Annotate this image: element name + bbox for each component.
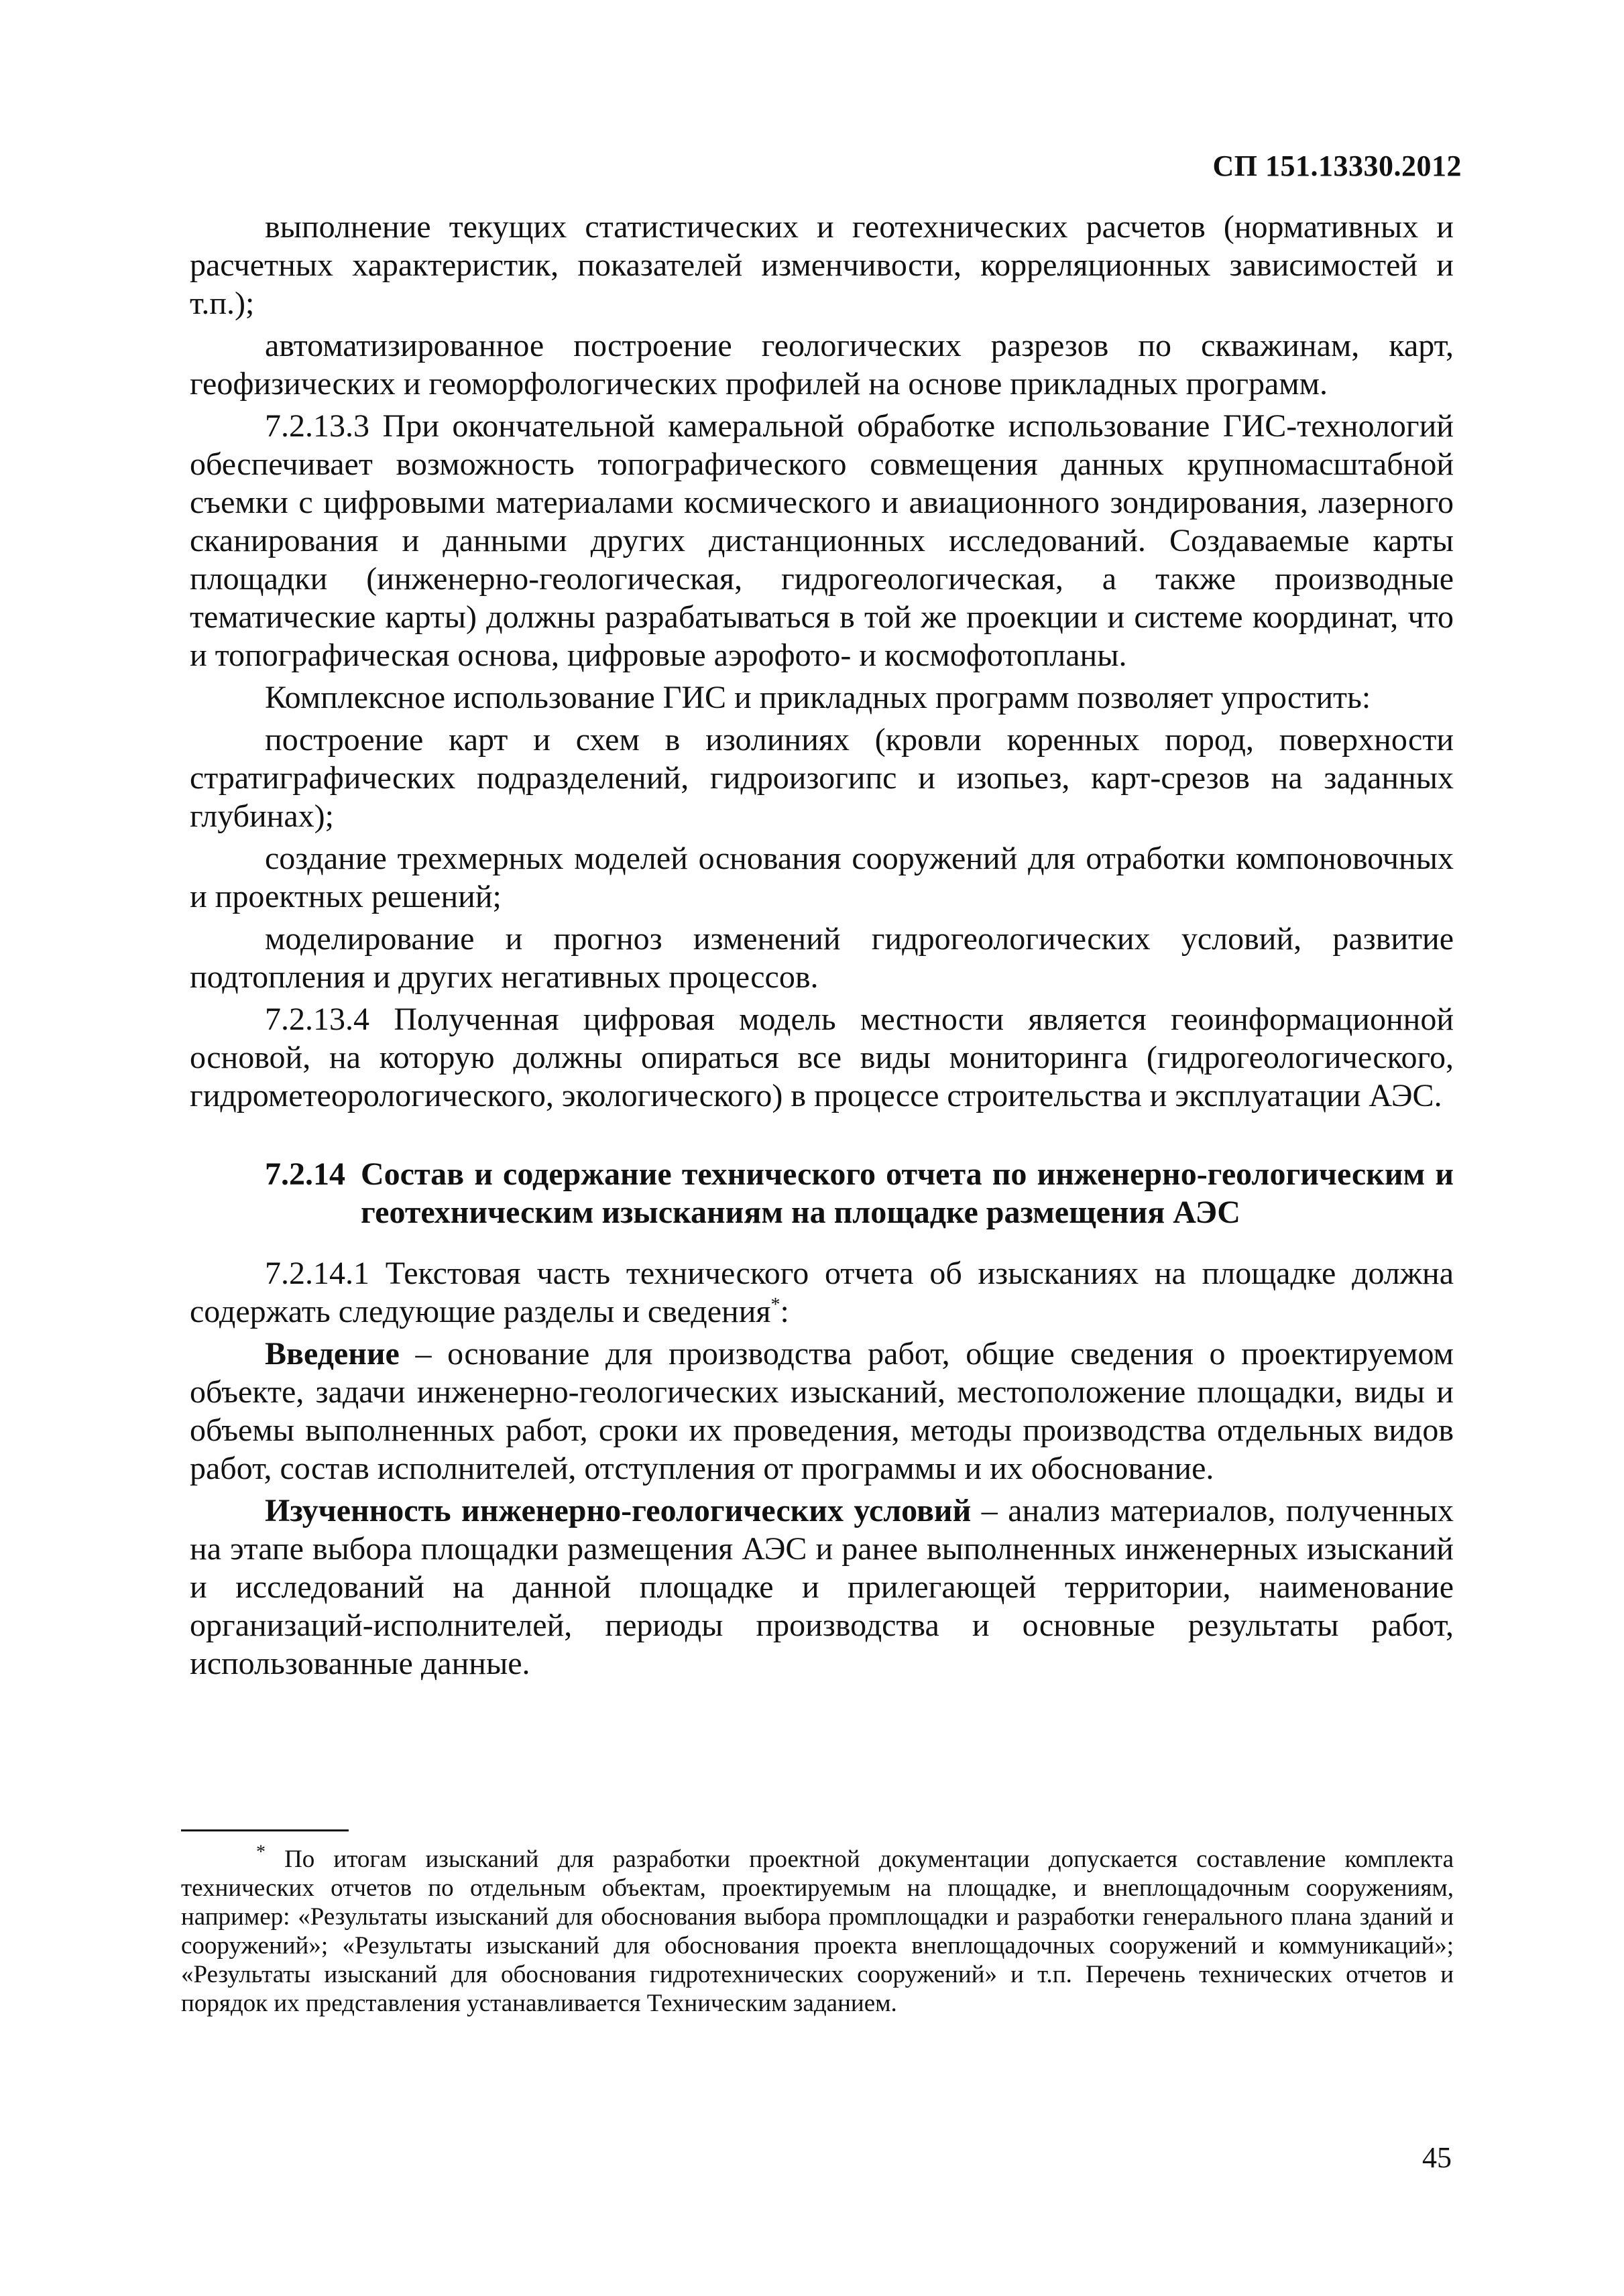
footnote	[181, 1841, 1454, 2018]
footnote-mark: *	[770, 1294, 780, 1315]
paragraph-7-2-13-3: 7.2.13.3 При окончательной камеральной обработке использование ГИС-технологий обеспечивает возможность топографического совмещения данных крупномасштабной съемки с цифровыми материалами космического и авиационного зондирования, лазерного сканирования и данными других дистанционных исследований. Создаваемые карты площадки (инженерно-геологическая, гидрогеологическая, а также производные тематические карты) должны разрабатываться в той же проекции и системе координат, что и топографическая основа, цифровые аэрофото- и космофотопланы.	[190, 408, 1454, 673]
section-heading	[190, 1155, 1454, 1231]
paragraph: автоматизированное построение геологических разрезов по скважинам, карт, геофизических и геоморфологических профилей на основе прикладных программ.	[190, 328, 1454, 402]
intro-paragraph	[190, 1335, 1454, 1488]
intro-term: Введение	[265, 1336, 400, 1372]
footnote-separator	[181, 1829, 349, 1831]
section-number: 7.2.14	[265, 1156, 345, 1192]
intro-text: – основание для производства работ, общие сведения о проектируемом объекте, задачи инженерно-геологических изысканий, местоположение площадки, виды и объемы выполненных работ, сроки их проведения, методы производства отдельных видов работ, состав исполнителей, отступления от программы и их обоснование.	[190, 1336, 1454, 1486]
paragraph-7-2-13-4: 7.2.13.4 Полученная цифровая модель местности является геоинформационной основой, на которую должны опираться все виды мониторинга (гидрогеологического, гидрометеорологического, экологического) в процессе строительства и эксплуатации АЭС.	[190, 1002, 1454, 1113]
paragraph-text: 7.2.14.1 Текстовая часть технического отчета об изысканиях на площадке должна содержать следующие разделы и сведения	[190, 1256, 1454, 1329]
paragraph-7-2-14-1: 7.2.14.1 Текстовая часть технического отчета об изысканиях на площадке должна содержать следующие разделы и сведения*:	[190, 1256, 1454, 1329]
knowledge-paragraph	[190, 1492, 1454, 1683]
list-item: построение карт и схем в изолиниях (кровли коренных пород, поверхности стратиграфических подразделений, гидроизогипс и изопьез, карт-срезов на заданных глубинах);	[190, 722, 1454, 834]
paragraph: Комплексное использование ГИС и прикладных программ позволяет упростить:	[265, 680, 1371, 715]
paragraph: выполнение текущих статистических и геотехнических расчетов (нормативных и расчетных характеристик, показателей изменчивости, корреляционных зависимостей и т.п.);	[190, 209, 1454, 321]
footnote-mark: *	[256, 1841, 266, 1863]
page-number: 45	[1422, 2141, 1452, 2174]
knowledge-text: – анализ материалов, полученных на этапе выбора площадки размещения АЭС и ранее выполненных инженерных изысканий и исследований на данной площадке и прилегающей территории, наименование организаций-исполнителей, периоды производства и основные результаты работ, использованные данные.	[190, 1493, 1454, 1681]
footnote-text: По итогам изысканий для разработки проектной документации допускается составление комплекта технических отчетов по отдельным объектам, проектируемым на площадке, и внеплощадочным сооружениям, например: «Результаты изысканий для обоснования выбора промплощадки и разработки генерального плана зданий и сооружений»; «Результаты изысканий для обоснования проекта внеплощадочных сооружений и коммуникаций»; «Результаты изысканий для обоснования гидротехнических сооружений» и т.п. Перечень технических отчетов и порядок их представления устанавливается Техническим заданием.	[181, 1846, 1454, 2017]
list-item: моделирование и прогноз изменений гидрогеологических условий, развитие подтопления и других негативных процессов.	[190, 921, 1454, 995]
section-title: Состав и содержание технического отчета по инженерно-геологическим и геотехническим изысканиям на площадке размещения АЭС	[361, 1156, 1454, 1230]
knowledge-term: Изученность инженерно-геологических условий	[265, 1493, 972, 1528]
document-code: СП 151.13330.2012	[1212, 149, 1462, 182]
body-text	[190, 208, 1454, 1683]
list-item: создание трехмерных моделей основания сооружений для отработки компоновочных и проектных решений;	[190, 841, 1454, 914]
